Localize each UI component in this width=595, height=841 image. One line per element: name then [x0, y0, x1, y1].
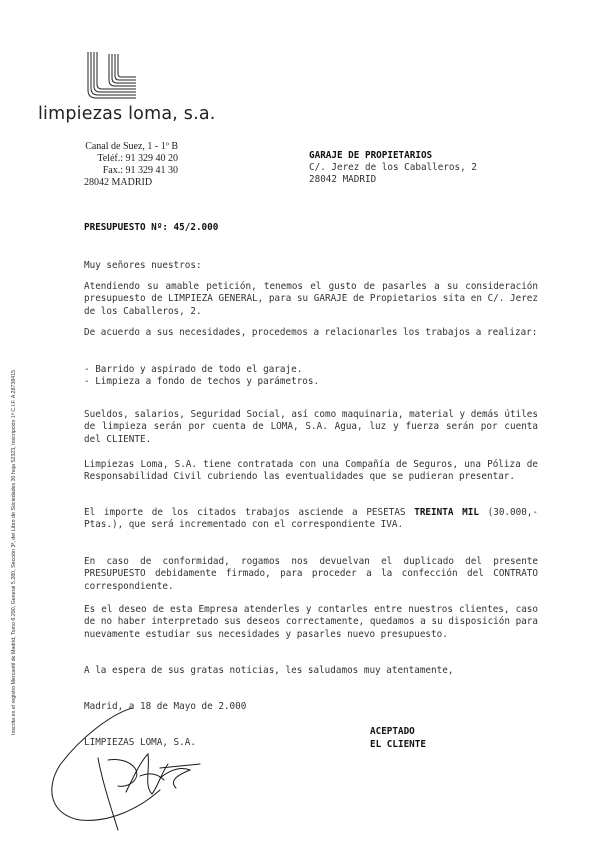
- recipient-block: [309, 150, 477, 186]
- amount-bold: TREINTA MIL: [414, 507, 479, 518]
- company-name: limpiezas loma, s.a.: [38, 104, 216, 124]
- recipient-street: C/. Jerez de los Caballeros, 2: [309, 162, 477, 173]
- address-line: Teléf.: 91 329 40 20: [97, 153, 178, 164]
- work-items-list: [84, 364, 319, 389]
- paragraph-wish: Es el deseo de esta Empresa atenderles y contarles entre nuestros clientes, caso de no haber interpretado sus deseos correctamente, quedamos a su disposición para nuevamente estudiar sus necesidades y pasarles nuevo presupuesto.: [84, 604, 538, 640]
- amount-text-end: (30.000,- Ptas.), que será incrementado con el correspondiente IVA.: [84, 507, 539, 531]
- greeting: Muy señores nuestros:: [84, 260, 202, 271]
- paragraph-conformity: En caso de conformidad, rogamos nos devuelvan el duplicado del presente PRESUPUESTO debidamente firmado, para proceder a la confección del CONTRATO correspondiente.: [84, 556, 538, 592]
- budget-number: PRESUPUESTO Nº: 45/2.000: [84, 222, 219, 233]
- accepted-block: [370, 725, 426, 751]
- company-logo-icon: [82, 50, 142, 102]
- recipient-name: GARAJE DE PROPIETARIOS: [309, 150, 433, 161]
- recipient-city: 28042 MADRID: [309, 174, 377, 185]
- paragraph-amount: [84, 507, 538, 532]
- registry-note: Inscrita en el registro Mercantil de Madrid, Tomo 6.290, General 5.280, Sección 3ª, del Libro de Sociedades 30 hoja 52323, Inscripción 1ª C.I.F. A 28738415: [11, 369, 17, 735]
- list-item: - Limpieza a fondo de techos y parámetros.: [84, 376, 320, 388]
- date-line: Madrid, a 18 de Mayo de 2.000: [84, 701, 247, 712]
- client-label: EL CLIENTE: [370, 739, 426, 750]
- company-address: [60, 141, 178, 189]
- address-line: Fax.: 91 329 41 30: [102, 165, 178, 176]
- paragraph-closing: A la espera de sus gratas noticias, les saludamos muy atentamente,: [84, 665, 454, 676]
- amount-text: El importe de los citados trabajos asciende a PESETAS: [84, 507, 415, 518]
- address-line: 28042 MADRID: [84, 177, 153, 188]
- paragraph-costs: Sueldos, salarios, Seguridad Social, así como maquinaria, material y demás útiles de limpieza serán por cuenta de LOMA, S.A. Agua, luz y fuerza serán por cuenta del CLIENTE.: [84, 409, 538, 445]
- handwritten-signature: [40, 690, 240, 840]
- signature-company: LIMPIEZAS LOMA, S.A.: [84, 737, 196, 748]
- address-line: Canal de Suez, 1 - 1º B: [85, 141, 178, 152]
- accepted-label: ACEPTADO: [370, 726, 415, 737]
- list-item: - Barrido y aspirado de todo el garaje.: [84, 364, 303, 375]
- paragraph-needs: De acuerdo a sus necesidades, procedemos a relacionarles los trabajos a realizar:: [84, 327, 538, 338]
- paragraph-insurance: Limpiezas Loma, S.A. tiene contratada con una Compañía de Seguros, una Póliza de Responsabilidad Civil cubriendo las eventualidades que se pudieran presentar.: [84, 459, 538, 483]
- paragraph-request: Atendiendo su amable petición, tenemos el gusto de pasarles a su consideración presupuesto de LIMPIEZA GENERAL, para su GARAJE de Propietarios sita en C/. Jerez de los Caballeros, 2.: [84, 281, 538, 317]
